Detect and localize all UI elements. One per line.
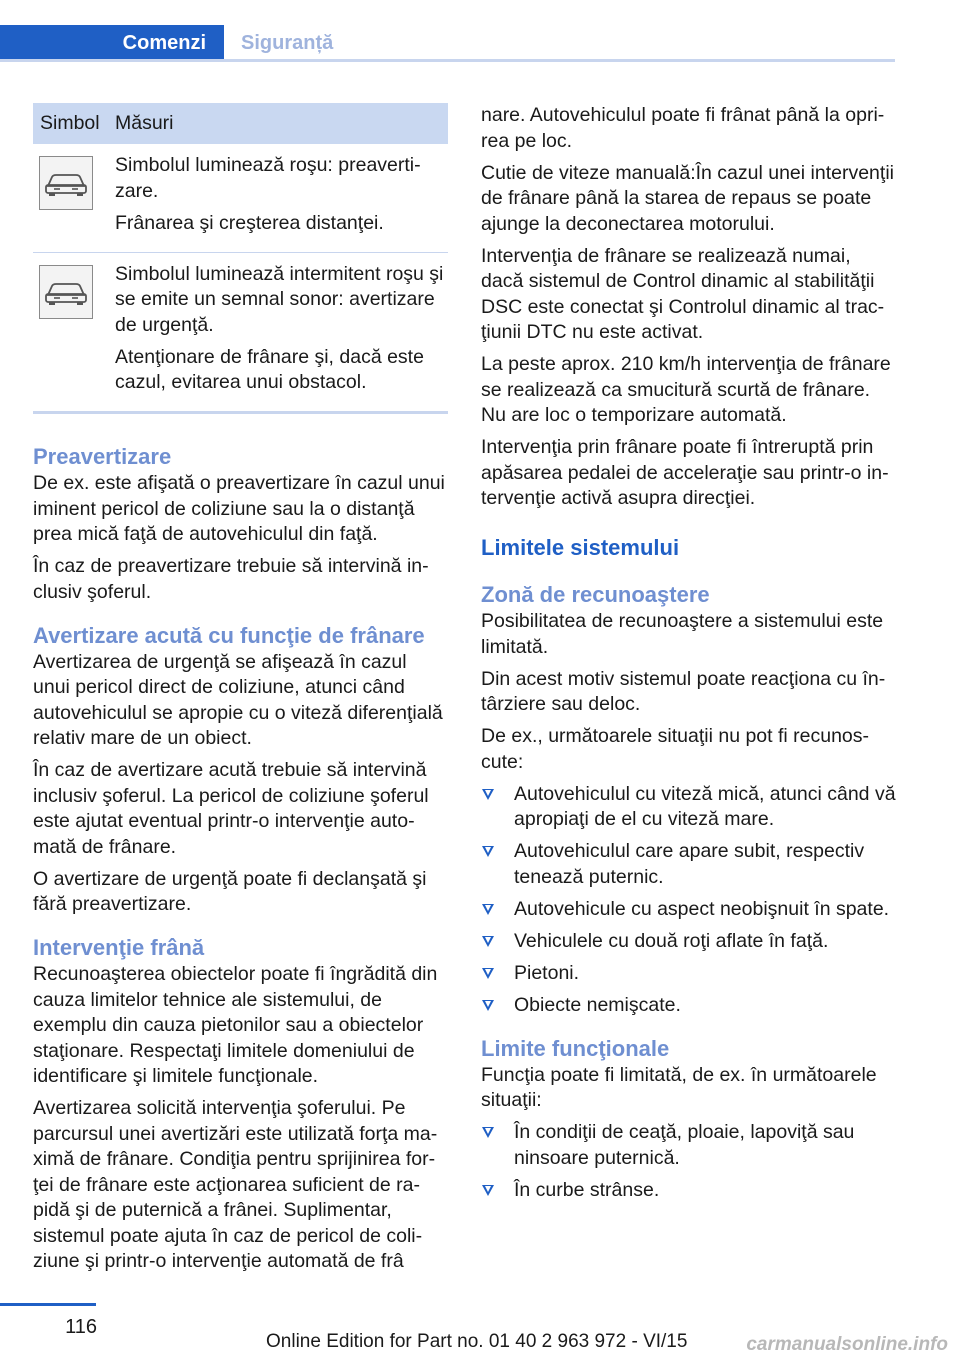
list-item: Autovehiculul cu viteză mică, atunci când vă apropiaţi de el cu viteză mare. <box>481 782 897 833</box>
triangle-bullet-icon <box>482 1000 494 1011</box>
paragraph: Intervenţia prin frânare poate fi întreruptă prin apăsarea pedalei de acceleraţie sau printr-o intervenţie activă asupra direcţiei. <box>481 436 889 509</box>
header-tabs <box>0 0 895 62</box>
triangle-bullet-icon <box>482 846 494 857</box>
list-item: Vehiculele cu două roţi aflate în faţă. <box>481 929 897 955</box>
page-number: 116 <box>65 1316 97 1338</box>
left-column <box>33 103 448 1281</box>
table-row <box>33 253 448 415</box>
triangle-bullet-icon <box>482 936 494 947</box>
right-column <box>481 103 897 1210</box>
triangle-bullet-icon <box>482 789 494 800</box>
table-header-symbol: Simbol <box>40 111 100 134</box>
paragraph: Avertizarea solicită intervenţia şoferului. Pe parcursul unei avertizări este utilizată forţa maximă de frânare. Condiţia pentru sprijinirea forţei de frânare este acţionarea suficient de rapidă şi de puternică a frânei. Suplimentar, sistemul poate ajuta în caz de pericol de coliziune şi printr-o intervenţie automată de frâ <box>33 1097 438 1272</box>
list-item: Autovehicule cu aspect neobişnuit în spate. <box>481 897 897 923</box>
table-text: Simbolul luminează intermitent roşu şi se emite un semnal sonor: avertizare de urgenţă. <box>115 262 444 336</box>
list-item: Pietoni. <box>481 961 897 987</box>
watermark: carmanualsonline.info <box>746 1334 948 1355</box>
list-item: Obiecte nemişcate. <box>481 993 897 1019</box>
edition-footer: Online Edition for Part no. 01 40 2 963 972 - VI/15 <box>266 1331 688 1352</box>
table-cell-measures <box>115 262 448 403</box>
page-number-divider <box>0 1303 96 1306</box>
function-list <box>481 1120 897 1203</box>
triangle-bullet-icon <box>482 968 494 979</box>
section-title-interventie-frana: Intervenţie frână <box>33 935 205 960</box>
table-text: Simbolul luminează roşu: preavertizare. <box>115 154 421 202</box>
car-warning-icon <box>39 156 93 210</box>
paragraph: O avertizare de urgenţă poate fi declanşată şi fără preavertizare. <box>33 867 427 915</box>
symbol-table <box>33 103 448 414</box>
paragraph: La peste aprox. 210 km/h intervenţia de frânare se realizează ca smucitură scurtă de frânare. Nu are loc o temporizare automată. <box>481 353 891 426</box>
zone-list <box>481 782 897 1019</box>
table-row <box>33 144 448 253</box>
header-divider <box>0 59 895 62</box>
paragraph: În caz de preavertizare trebuie să intervină inclusiv şoferul. <box>33 555 429 603</box>
triangle-bullet-icon <box>482 1127 494 1138</box>
paragraph: De ex., următoarele situaţii nu pot fi recunoscute: <box>481 725 870 773</box>
car-warning-icon <box>39 265 93 319</box>
paragraph: nare. Autovehiculul poate fi frânat până la oprirea pe loc. <box>481 104 885 152</box>
tab-comenzi[interactable]: Comenzi <box>0 25 224 62</box>
list-item: În condiţii de ceaţă, ploaie, lapoviţă sau ninsoare puternică. <box>481 1120 897 1171</box>
paragraph: Posibilitatea de recunoaştere a sistemului este limitată. <box>481 610 884 658</box>
paragraph: În caz de avertizare acută trebuie să intervină inclusiv şoferul. La pericol de coliziune şoferul este ajutat eventual printr-o intervenţie automată de frânare. <box>33 759 429 858</box>
section-title-limitele-sistemului: Limitele sistemului <box>481 535 680 560</box>
tab-siguranta[interactable]: Siguranță <box>241 32 334 54</box>
paragraph: Recunoaşterea obiectelor poate fi îngrădită din cauza limitelor tehnice ale sistemului, de exemplu din cauza pietonilor sau a obiectelor staţionare. Respectaţi limitele domeniului de identificare şi limitele funcţionale. <box>33 963 438 1087</box>
section-title-preavertizare: Preavertizare <box>33 444 172 469</box>
table-header <box>33 103 448 144</box>
table-header-measures: Măsuri <box>115 111 174 134</box>
paragraph: Intervenţia de frânare se realizează numai, dacă sistemul de Control dinamic al stabilităţii DSC este conectat şi Controlul dinamic al tracţiunii DTC nu este activat. <box>481 244 885 343</box>
paragraph: Din acest motiv sistemul poate reacţiona cu întârziere sau deloc. <box>481 667 886 715</box>
paragraph: Cutie de viteze manuală:În cazul unei intervenţii de frânare până la starea de repaus se poate ajunge la deconectarea motorului. <box>481 161 894 235</box>
section-title-limite-functionale: Limite funcţionale <box>481 1035 670 1061</box>
triangle-bullet-icon <box>482 1185 494 1196</box>
triangle-bullet-icon <box>482 904 494 915</box>
list-item: Autovehiculul care apare subit, respectiv tenează puternic. <box>481 839 897 890</box>
section-title-avertizare-acuta: Avertizare acută cu funcţie de frânare <box>33 622 425 648</box>
table-cell-measures <box>115 153 448 243</box>
table-cell-symbol <box>33 262 115 403</box>
paragraph: Funcţia poate fi limitată, de ex. în următoarele situaţii: <box>481 1063 877 1111</box>
paragraph: Avertizarea de urgenţă se afişează în cazul unui pericol direct de coliziune, atunci când autovehiculul se apropie cu o viteză diferenţială relativ mare de un obiect. <box>33 650 443 749</box>
table-text: Frânarea şi creşterea distanţei. <box>115 211 384 234</box>
table-text: Atenţionare de frânare şi, dacă este cazul, evitarea unui obstacol. <box>115 345 424 393</box>
section-title-zona-recunoastere: Zonă de recunoaştere <box>481 582 710 607</box>
paragraph: De ex. este afişată o preavertizare în cazul unui iminent pericol de coliziune sau la o distanţă prea mică faţă de autovehiculul din faţă. <box>33 472 445 545</box>
table-cell-symbol <box>33 153 115 243</box>
list-item: În curbe strânse. <box>481 1178 897 1204</box>
